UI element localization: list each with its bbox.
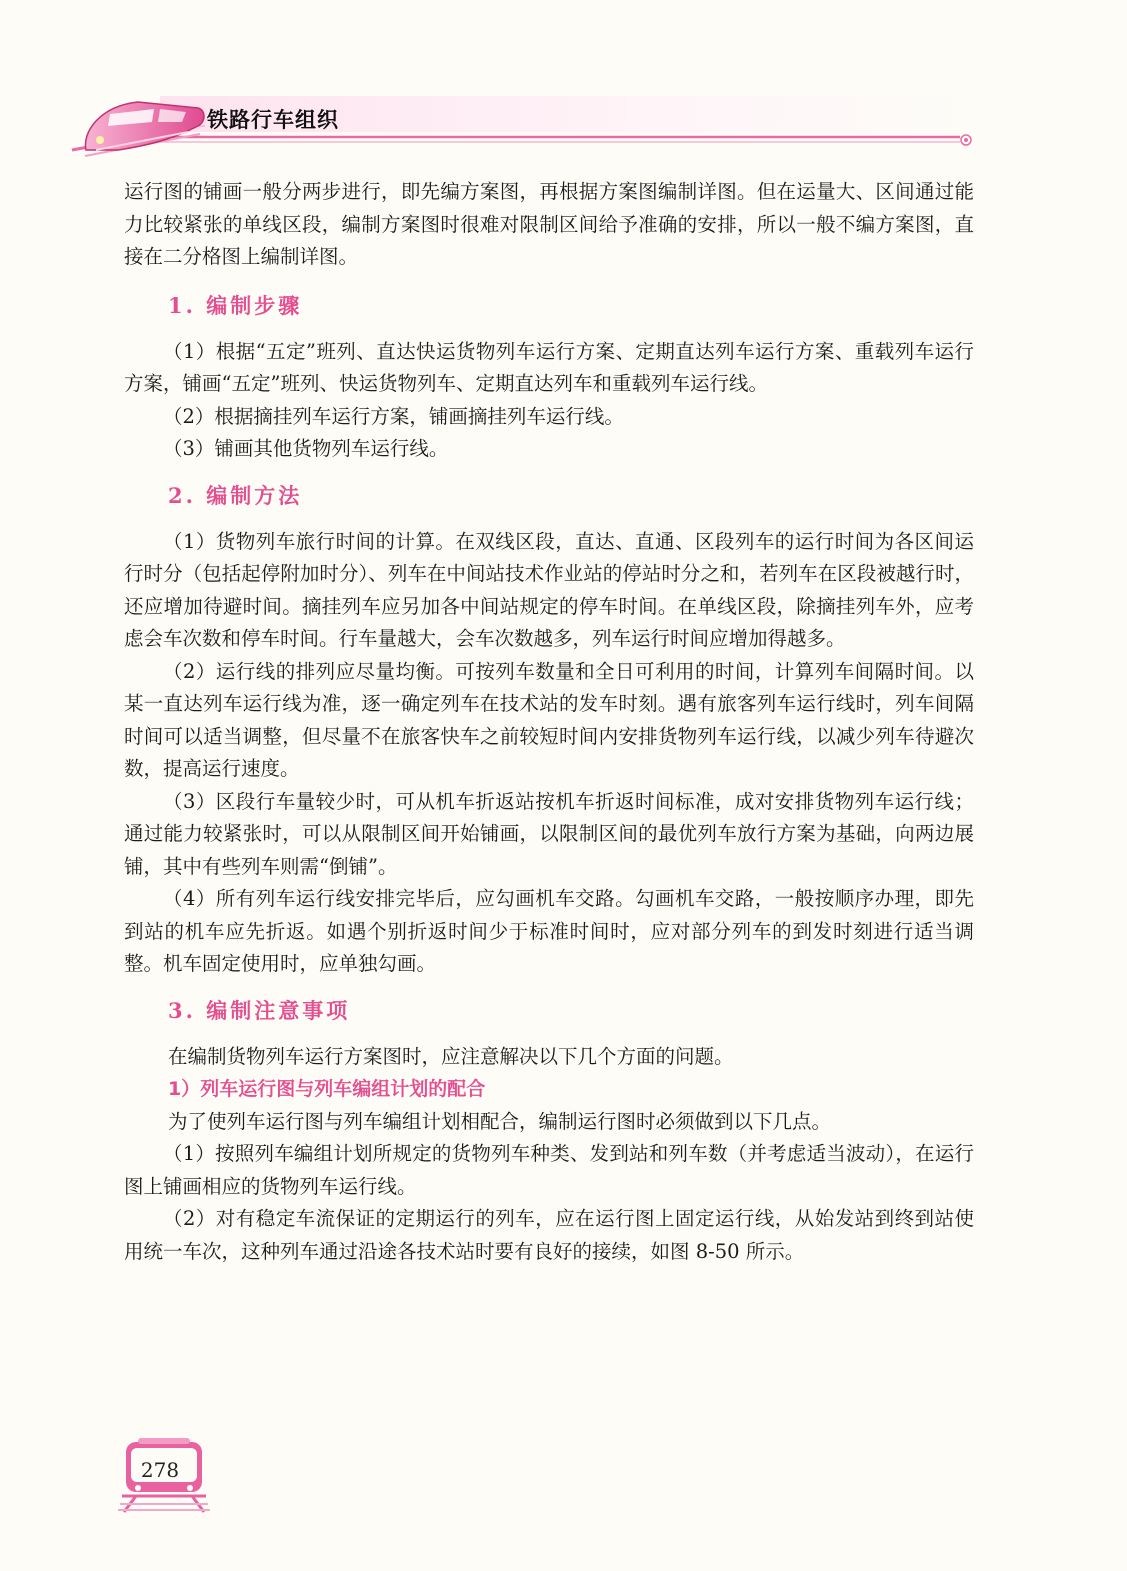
section-paragraph: （1）货物列车旅行时间的计算。在双线区段，直达、直通、区段列车的运行时间为各区间运行时分（包括起停附加时分）、列车在中间站技术作业站的停站时分之和，若列车在区段被越行时，还应增加待避时间。摘挂列车应另加各中间站规定的停车时间。在单线区段，除摘挂列车外，应考虑会车次数和停车时间。行车量越大，会车次数越多，列车运行时间应增加得越多。 — [124, 529, 974, 650]
section-notes — [124, 987, 974, 1269]
section-steps — [124, 282, 974, 466]
section-paragraph: （4）所有列车运行线安排完毕后，应勾画机车交路。勾画机车交路，一般按顺序办理，即先到站的机车应先折返。如遇个别折返时间少于标准时间时，应对部分列车的到发时刻进行适当调整。机车固定使用时，应单独勾画。 — [124, 887, 974, 975]
page-number: 278 — [140, 1458, 180, 1482]
section-paragraph: （3）区段行车量较少时，可从机车折返站按机车折返时间标准，成对安排货物列车运行线；通过能力较紧张时，可以从限制区间开始铺画，以限制区间的最优列车放行方案为基础，向两边展铺，其中有些列车则需“倒铺”。 — [124, 789, 974, 878]
section-paragraph: （1）按照列车编组计划所规定的货物列车种类、发到站和列车数（并考虑适当波动），在运行图上铺画相应的货物列车运行线。 — [124, 1142, 974, 1198]
section-paragraph: （2）对有稳定车流保证的定期运行的列车，应在运行图上固定运行线，从始发站到终到站使用统一车次，这种列车通过沿途各技术站时要有良好的接续，如图 8-50 所示。 — [124, 1207, 974, 1263]
page-body — [124, 176, 974, 1268]
intro-paragraph: 运行图的铺画一般分两步进行，即先编方案图，再根据方案图编制详图。但在运量大、区间通过能力比较紧张的单线区段，编制方案图时很难对限制区间给予准确的安排，所以一般不编方案图，直接在二分格图上编制详图。 — [124, 180, 974, 268]
section-heading: 1. 编制步骤 — [168, 292, 303, 318]
book-title: 铁路行车组织 — [207, 108, 339, 132]
section-lead: 在编制货物列车运行方案图时，应注意解决以下几个方面的问题。 — [168, 1044, 734, 1068]
section-paragraph: （2）根据摘挂列车运行方案，铺画摘挂列车运行线。 — [163, 404, 624, 428]
section-heading: 2. 编制方法 — [168, 482, 303, 508]
section-paragraph: （3）铺画其他货物列车运行线。 — [163, 437, 449, 460]
section-paragraph: （1）根据“五定”班列、直达快运货物列车运行方案、定期直达列车运行方案、重载列车运行方案，铺画“五定”班列、快运货物列车、定期直达列车和重载列车运行线。 — [124, 339, 974, 395]
sub-heading: 1）列车运行图与列车编组计划的配合 — [168, 1078, 486, 1100]
high-speed-train-icon — [78, 92, 208, 162]
section-heading: 3. 编制注意事项 — [168, 997, 351, 1023]
section-paragraph: （2）运行线的排列应尽量均衡。可按列车数量和全日可利用的时间，计算列车间隔时间。以某一直达列车运行线为准，逐一确定列车在技术站的发车时刻。遇有旅客列车运行线时，列车间隔时间可以适当调整，但尽量不在旅客快车之前较短时间内安排货物列车运行线，以减少列车待避次数，提高运行速度。 — [124, 659, 974, 780]
section-methods — [124, 472, 974, 981]
page-header — [0, 0, 1127, 170]
sub-lead: 为了使列车运行图与列车编组计划相配合，编制运行图时必须做到以下几点。 — [168, 1109, 832, 1133]
